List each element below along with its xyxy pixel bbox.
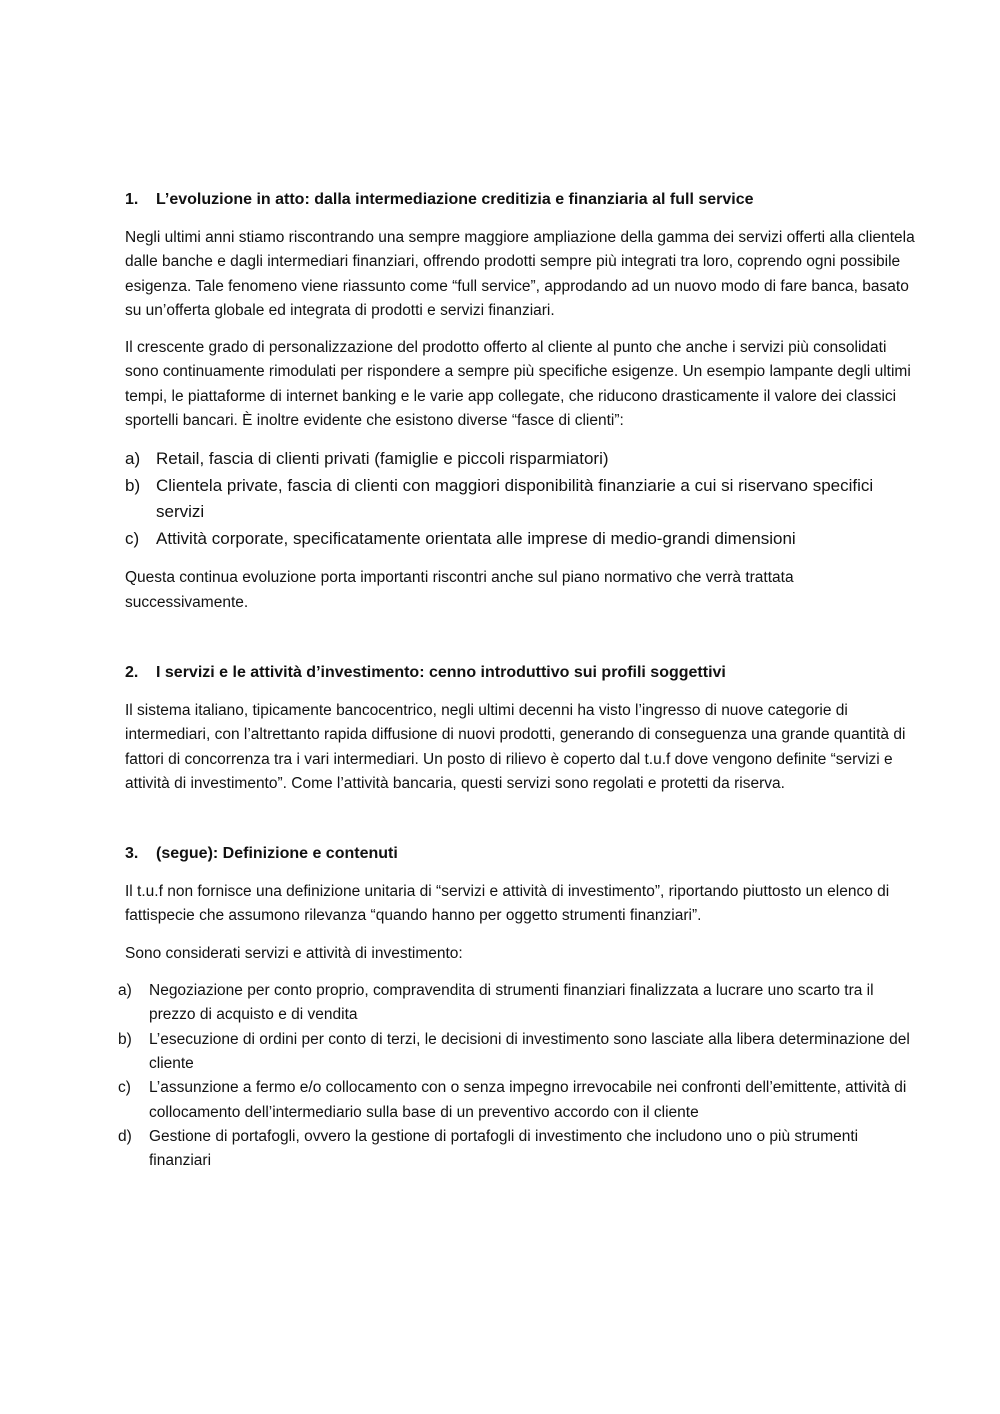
- list-item-text: Retail, fascia di clienti privati (famiglie e piccoli risparmiatori): [156, 449, 609, 469]
- client-segments-list: [125, 446, 915, 552]
- section-3-paragraph-1: Il t.u.f non fornisce una definizione unitaria di “servizi e attività di investimento”, riportando piuttosto un elenco di fattispecie che assumono rilevanza “quando hanno per oggetto strumenti finanziari”.: [125, 883, 890, 925]
- section-3-title: (segue): Definizione e contenuti: [156, 845, 398, 863]
- section-3-heading: [125, 842, 915, 866]
- page-content: [118, 188, 915, 1187]
- section-1-heading: [125, 188, 915, 212]
- list-marker: a): [118, 982, 132, 1000]
- section-3-paragraph-2: Sono considerati servizi e attività di investimento:: [125, 944, 463, 962]
- list-marker: c): [125, 528, 140, 548]
- list-item: [118, 979, 915, 1028]
- section-2: [125, 661, 915, 796]
- section-3: [118, 842, 915, 1173]
- list-marker: d): [118, 1127, 132, 1145]
- list-item: [125, 473, 915, 526]
- list-marker: b): [125, 475, 141, 495]
- section-2-heading: [125, 661, 915, 685]
- list-item: [118, 1028, 915, 1077]
- section-2-paragraph-1: Il sistema italiano, tipicamente bancocentrico, negli ultimi decenni ha visto l’ingresso di nuove categorie di intermediari, con l’altrettanto rapida diffusione di nuovi prodotti, generando di conseguenza una grande quantità di fattori di concorrenza tra i vari intermediari. Un posto di rilievo è coperto dal t.u.f dove vengono definite “servizi e attività di investimento”. Come l’attività bancaria, questi servizi sono regolati e protetti da riserva.: [125, 701, 906, 792]
- investment-services-list: [118, 979, 915, 1173]
- list-marker: c): [118, 1079, 131, 1097]
- section-2-title: I servizi e le attività d’investimento: cenno introduttivo sui profili soggettivi: [156, 663, 726, 681]
- list-item-text: L’assunzione a fermo e/o collocamento con o senza impegno irrevocabile nei confronti dell’emittente, attività di collocamento dell’intermediario sulla base di un preventivo accordo con il cliente: [149, 1079, 907, 1121]
- section-3-number: 3.: [125, 845, 139, 863]
- list-item: [125, 526, 915, 553]
- section-1-closing: Questa continua evoluzione porta importanti riscontri anche sul piano normativo che verrà trattata successivamente.: [125, 569, 794, 611]
- section-2-number: 2.: [125, 663, 139, 681]
- list-item-text: Gestione di portafogli, ovvero la gestione di portafogli di investimento che includono uno o più strumenti finanziari: [149, 1127, 859, 1170]
- section-1-paragraph-1: Negli ultimi anni stiamo riscontrando una sempre maggiore ampliazione della gamma dei servizi offerti alla clientela dalle banche e dagli intermediari finanziari, offrendo prodotti sempre più integrati tra loro, coprendo ogni possibile esigenza. Tale fenomeno viene riassunto come “full service”, approdando ad un nuovo modo di fare banca, basato su un’offerta globale ed integrata di prodotti e servizi finanziari.: [125, 229, 915, 319]
- list-item: [118, 1076, 915, 1125]
- section-1-paragraph-2: Il crescente grado di personalizzazione del prodotto offerto al cliente al punto che anche i servizi più consolidati sono continuamente rimodulati per rispondere a sempre più specifiche esigenze. Un esempio lampante degli ultimi tempi, le piattaforme di internet banking e le varie app collegate, che riducono drasticamente il valore dei classici sportelli bancari. È inoltre evidente che esistono diverse “fasce di clienti”:: [125, 339, 911, 430]
- list-marker: b): [118, 1030, 132, 1048]
- section-1: [125, 188, 915, 615]
- list-marker: a): [125, 449, 141, 469]
- list-item-text: Negoziazione per conto proprio, compravendita di strumenti finanziari finalizzata a lucrare uno scarto tra il prezzo di acquisto e di vendita: [149, 982, 874, 1024]
- list-item: [125, 446, 915, 473]
- list-item-text: L’esecuzione di ordini per conto di terzi, le decisioni di investimento sono lasciate alla libera determinazione del cliente: [149, 1030, 910, 1072]
- section-1-title: L’evoluzione in atto: dalla intermediazione creditizia e finanziaria al full service: [156, 191, 754, 208]
- section-1-number: 1.: [125, 191, 139, 208]
- list-item: [118, 1125, 915, 1174]
- list-item-text: Clientela private, fascia di clienti con maggiori disponibilità finanziarie a cui si riservano specifici servizi: [156, 475, 874, 522]
- list-item-text: Attività corporate, specificatamente orientata alle imprese di medio-grandi dimensioni: [156, 528, 796, 548]
